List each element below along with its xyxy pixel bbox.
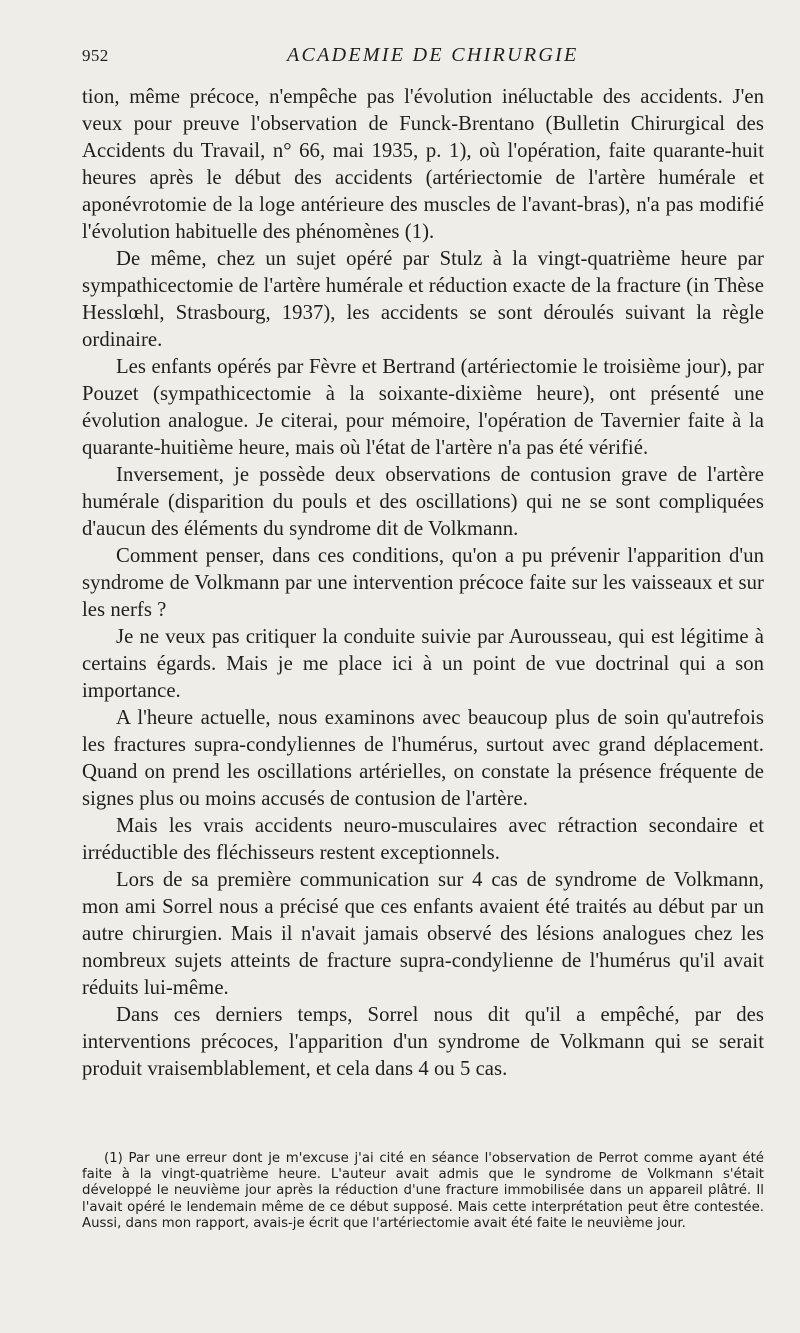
paragraph-9: Lors de sa première communication sur 4 cas de syndrome de Volkmann, mon ami Sorrel nous a précisé que ces enfants avaient été traités au début par un autre chirurgien. Mais il n'avait jamais observé des lésions analogues chez les nombreux sujets atteints de fracture supra-condylienne de l'humérus qu'il avait réduits lui-même. [82,869,764,999]
paragraph-1: tion, même précoce, n'empêche pas l'évolution inéluctable des accidents. J'en veux pour preuve l'observation de Funck-Brentano (Bulletin Chirurgical des Accidents du Travail, n° 66, mai 1935, p. 1), où l'opération, faite quarante-huit heures après le début des accidents (artériectomie de l'artère humérale et aponévrotomie de la loge antérieure des muscles de l'avant-bras), n'a pas modifié l'évolution habituelle des phénomènes (1). [82,86,764,243]
body-text [82,84,764,1083]
footnote-1: (1) Par une erreur dont je m'excuse j'ai cité en séance l'observation de Perrot comme ayant été faite à la vingt-quatrième heure. L'auteur avait admis que le syndrome de Volkmann s'était développé le neuvième jour après la réduction d'une fracture immobilisée dans un appareil plâtré. Il l'avait opéré le lendemain même de ce début supposé. Mais cette interprétation peut être contestée. Aussi, dans mon rapport, avais-je écrit que l'artériectomie avait été faite le neuvième jour. [82,1151,764,1231]
paragraph-3: Les enfants opérés par Fèvre et Bertrand (artériectomie le troisième jour), par Pouzet (sympathicectomie à la soixante-dixième heure), ont présenté une évolution analogue. Je citerai, pour mémoire, l'opération de Tavernier faite à la quarante-huitième heure, mais où l'état de l'artère n'a pas été vérifié. [82,356,764,459]
paragraph-2: De même, chez un sujet opéré par Stulz à la vingt-quatrième heure par sympathicectomie de l'artère humérale et réduction exacte de la fracture (in Thèse Hesslœhl, Strasbourg, 1937), les accidents se sont déroulés suivant la règle ordinaire. [82,248,764,351]
page-header [82,44,762,68]
paragraph-10: Dans ces derniers temps, Sorrel nous dit qu'il a empêché, par des interventions précoces, l'apparition d'un syndrome de Volkmann qui se serait produit vraisemblablement, et cela dans 4 ou 5 cas. [82,1004,764,1080]
running-title: ACADEMIE DE CHIRURGIE [287,44,579,66]
paragraph-6: Je ne veux pas critiquer la conduite suivie par Aurousseau, qui est légitime à certains égards. Mais je me place ici à un point de vue doctrinal qui a son importance. [82,626,764,702]
footnotes [82,1151,764,1232]
page-number: 952 [82,46,109,65]
paragraph-4: Inversement, je possède deux observations de contusion grave de l'artère humérale (disparition du pouls et des oscillations) qui ne se sont compliquées d'aucun des éléments du syndrome dit de Volkmann. [82,464,764,540]
paragraph-7: A l'heure actuelle, nous examinons avec beaucoup plus de soin qu'autrefois les fractures supra-condyliennes de l'humérus, surtout avec grand déplacement. Quand on prend les oscillations artérielles, on constate la présence fréquente de signes plus ou moins accusés de contusion de l'artère. [82,707,764,810]
paragraph-8: Mais les vrais accidents neuro-musculaires avec rétraction secondaire et irréductible des fléchisseurs restent exceptionnels. [82,815,764,864]
paragraph-5: Comment penser, dans ces conditions, qu'on a pu prévenir l'apparition d'un syndrome de Volkmann par une intervention précoce faite sur les vaisseaux et sur les nerfs ? [82,545,764,621]
